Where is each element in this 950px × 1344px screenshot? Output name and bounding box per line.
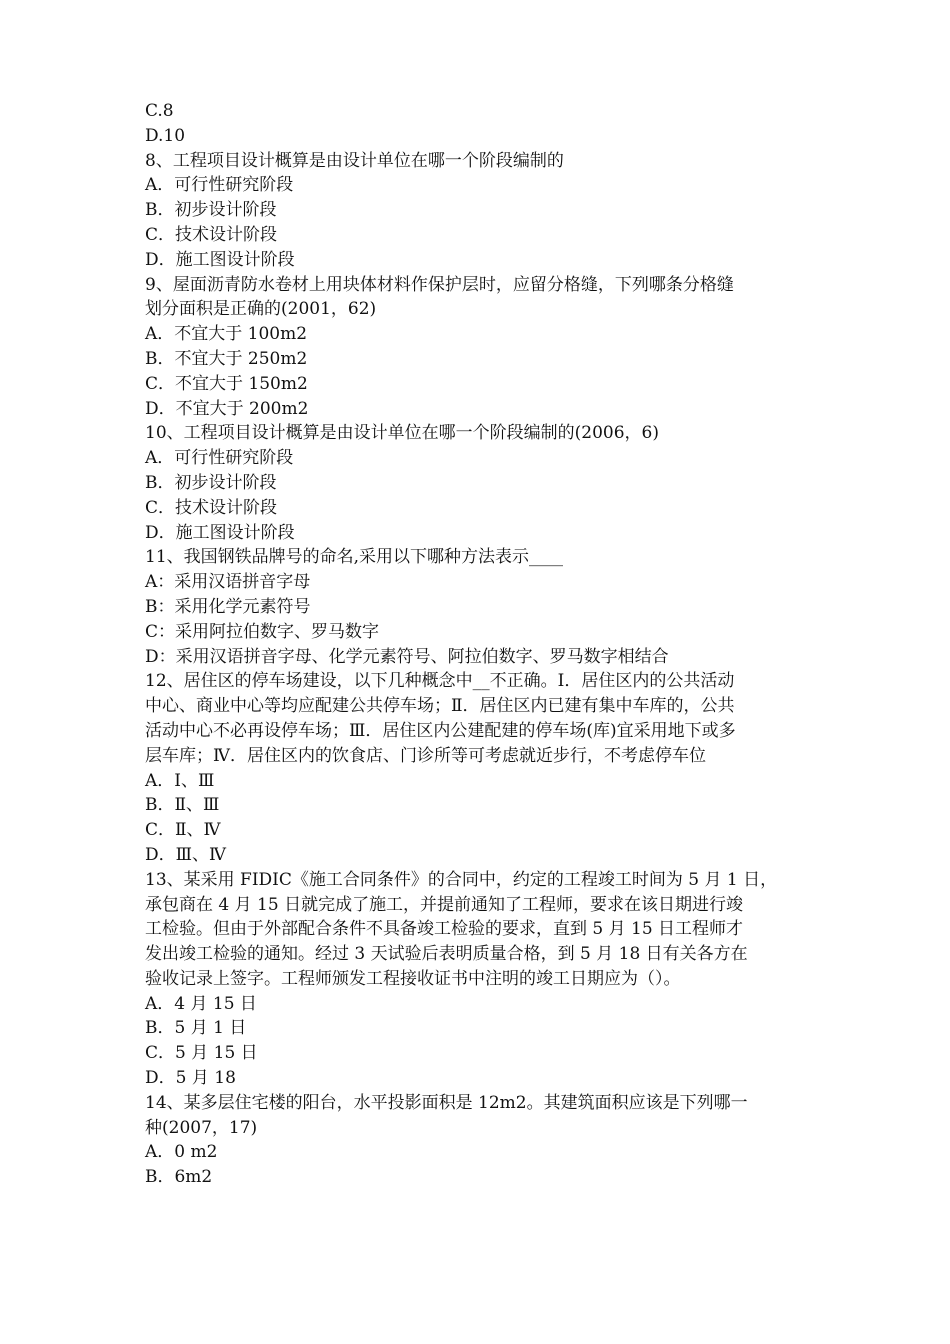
text-line: C.8 (145, 101, 174, 121)
option-d: D．Ⅲ、Ⅳ (145, 844, 227, 865)
option-a: A．0 m2 (145, 1142, 218, 1163)
question-11: 11、我国钢铁品牌号的命名,采用以下哪种方法表示____ (145, 547, 564, 568)
option-a: A．不宜大于 100m2 (145, 324, 308, 345)
question-13-cont: 发出竣工检验的通知。经过 3 天试验后表明质量合格，到 5 月 18 日有关各方在 (145, 944, 748, 965)
question-13: 13、某采用 FIDIC《施工合同条件》的合同中，约定的工程竣工时间为 5 月 1 日， (145, 869, 778, 890)
text-line: D.10 (145, 125, 186, 146)
option-c: C．不宜大于 150m2 (145, 373, 308, 394)
option-a: A．4 月 15 日 (145, 993, 257, 1014)
option-a: A．可行性研究阶段 (145, 448, 294, 469)
question-14: 14、某多层住宅楼的阳台，水平投影面积是 12m2。其建筑面积应该是下列哪一 (145, 1092, 748, 1113)
question-13-cont: 验收记录上签字。工程师颁发工程接收证书中注明的竣工日期应为（）。 (145, 968, 681, 989)
option-a: A．Ⅰ、Ⅲ (145, 770, 215, 791)
question-10: 10、工程项目设计概算是由设计单位在哪一个阶段编制的(2006，6) (145, 423, 659, 444)
question-12-cont: 活动中心不必再设停车场；Ⅲ．居住区内公建配建的停车场(库)宜采用地下或多 (145, 720, 736, 741)
option-c: C．Ⅱ、Ⅳ (145, 820, 221, 841)
option-a: A．可行性研究阶段 (145, 175, 294, 196)
option-a: A：采用汉语拼音字母 (145, 572, 311, 593)
question-8: 8、工程项目设计概算是由设计单位在哪一个阶段编制的 (145, 150, 564, 171)
option-b: B．5 月 1 日 (145, 1018, 247, 1039)
option-b: B．初步设计阶段 (145, 472, 277, 493)
document-body (145, 99, 825, 1190)
option-b: B．不宜大于 250m2 (145, 348, 308, 369)
question-12: 12、居住区的停车场建设，以下几种概念中__不正确。Ⅰ．居住区内的公共活动 (145, 671, 735, 692)
option-b: B．6m2 (145, 1167, 213, 1188)
question-9: 9、屋面沥青防水卷材上用块体材料作保护层时，应留分格缝，下列哪条分格缝 (145, 274, 734, 295)
option-b: B：采用化学元素符号 (145, 596, 311, 617)
question-9-cont: 划分面积是正确的(2001，62) (145, 299, 377, 320)
question-13-cont: 承包商在 4 月 15 日就完成了施工，并提前通知了工程师，要求在该日期进行竣 (145, 894, 744, 915)
option-c: C：采用阿拉伯数字、罗马数字 (145, 621, 380, 642)
option-c: C．5 月 15 日 (145, 1043, 258, 1064)
option-b: B．Ⅱ、Ⅲ (145, 795, 220, 816)
question-13-cont: 工检验。但由于外部配合条件不具备竣工检验的要求，直到 5 月 15 日工程师才 (145, 919, 744, 940)
option-d: D．施工图设计阶段 (145, 522, 295, 543)
option-d: D：采用汉语拼音字母、化学元素符号、阿拉伯数字、罗马数字相结合 (145, 646, 669, 667)
option-b: B．初步设计阶段 (145, 200, 277, 221)
question-12-cont: 中心、商业中心等均应配建公共停车场；Ⅱ．居住区内已建有集中车库的，公共 (145, 696, 735, 717)
option-d: D．施工图设计阶段 (145, 249, 295, 270)
option-c: C．技术设计阶段 (145, 497, 278, 518)
option-d: D．5 月 18 (145, 1068, 236, 1089)
question-14-cont: 种(2007，17) (145, 1117, 258, 1138)
option-d: D．不宜大于 200m2 (145, 398, 309, 419)
option-c: C．技术设计阶段 (145, 224, 278, 245)
question-12-cont: 层车库；Ⅳ．居住区内的饮食店、门诊所等可考虑就近步行，不考虑停车位 (145, 745, 706, 766)
